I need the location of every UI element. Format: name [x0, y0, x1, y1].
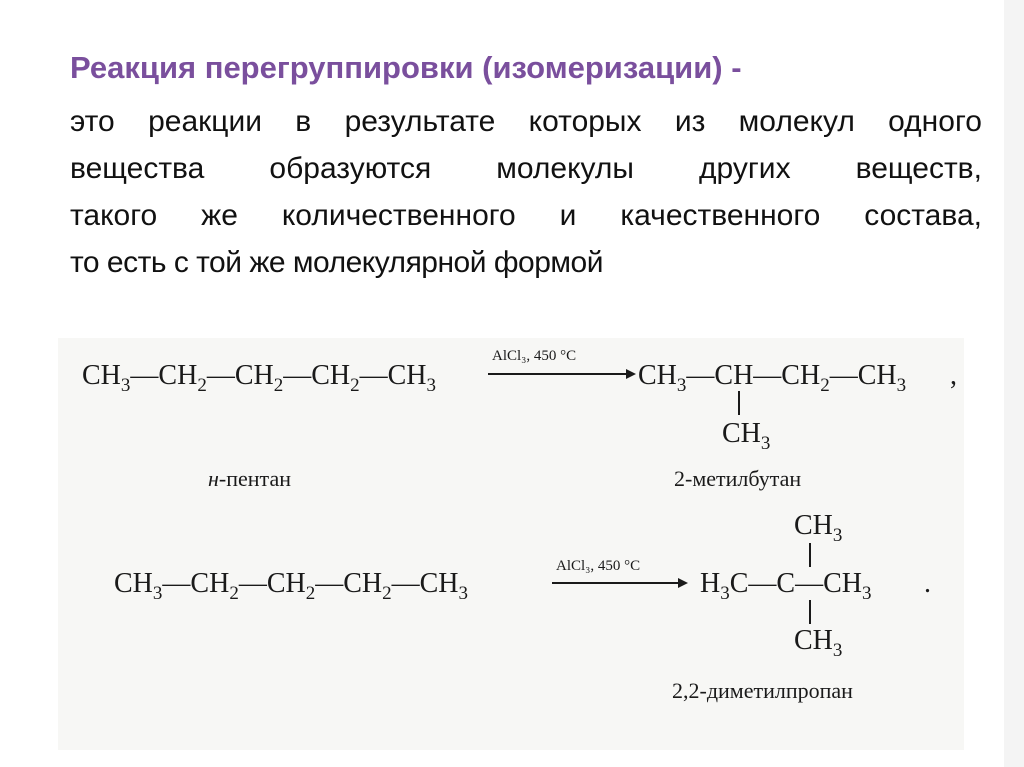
definition-line-3: [70, 196, 982, 236]
bottom-methyl: $CH_3$: [794, 625, 843, 661]
2-2-dimethylpropane-formula: $H_3C—C—CH_3$: [700, 568, 872, 604]
definition-word: это: [70, 105, 115, 138]
definition-word: же: [201, 199, 238, 232]
definition-word: молекул: [738, 105, 855, 138]
definition-word: качественного: [620, 199, 821, 232]
definition-word: других: [699, 152, 791, 185]
definition-word: такого: [70, 199, 158, 232]
definition-word: вещества: [70, 152, 205, 185]
top-methyl: $CH_3$: [794, 510, 843, 546]
reaction-scheme-image: [58, 338, 964, 750]
n-pentane-label: н-пентан: [208, 466, 291, 491]
definition-line-4: то есть с той же молекулярной формой: [70, 246, 603, 279]
reaction-2-period: .: [924, 568, 931, 599]
definition-word: молекулы: [496, 152, 634, 185]
2-2-dimethylpropane-label: 2,2-диметилпропан: [672, 678, 853, 703]
definition-word: которых: [528, 105, 642, 138]
methyl-branch: $CH_3$: [722, 418, 771, 454]
definition-word: состава,: [864, 199, 982, 232]
slide-title: Реакция перегруппировки (изомеризации) -: [70, 50, 742, 85]
definition-word: образуются: [269, 152, 432, 185]
definition-word: в: [295, 105, 312, 138]
reaction-scheme: [58, 338, 964, 750]
definition-word: из: [674, 105, 706, 138]
definition-word: одного: [888, 105, 982, 138]
2-methylbutane-formula: $CH_3—CH—CH_2—CH_3$: [638, 360, 907, 396]
definition-word: веществ,: [855, 152, 982, 185]
definition-line-1: [70, 102, 982, 142]
definition-word: количественного: [281, 199, 516, 232]
reaction-2-condition: AlCl₃, 450 °C: [556, 558, 641, 574]
definition-word: реакции: [148, 105, 262, 138]
reaction-2-arrowhead: [678, 578, 688, 588]
definition-line-2: [70, 149, 982, 189]
reaction-1-condition: AlCl₃, 450 °C: [492, 348, 577, 364]
reaction-1-arrowhead: [626, 369, 636, 379]
slide-edge: [1004, 0, 1024, 767]
definition-word: результате: [344, 105, 496, 138]
2-methylbutane-label: 2-метилбутан: [674, 466, 802, 491]
n-pentane-formula: $CH_3—CH_2—CH_2—CH_2—CH_3$: [82, 360, 437, 396]
definition-word: и: [559, 199, 577, 232]
n-pentane-formula-2: $CH_3—CH_2—CH_2—CH_2—CH_3$: [114, 568, 469, 604]
reaction-1-comma: ,: [950, 360, 957, 391]
